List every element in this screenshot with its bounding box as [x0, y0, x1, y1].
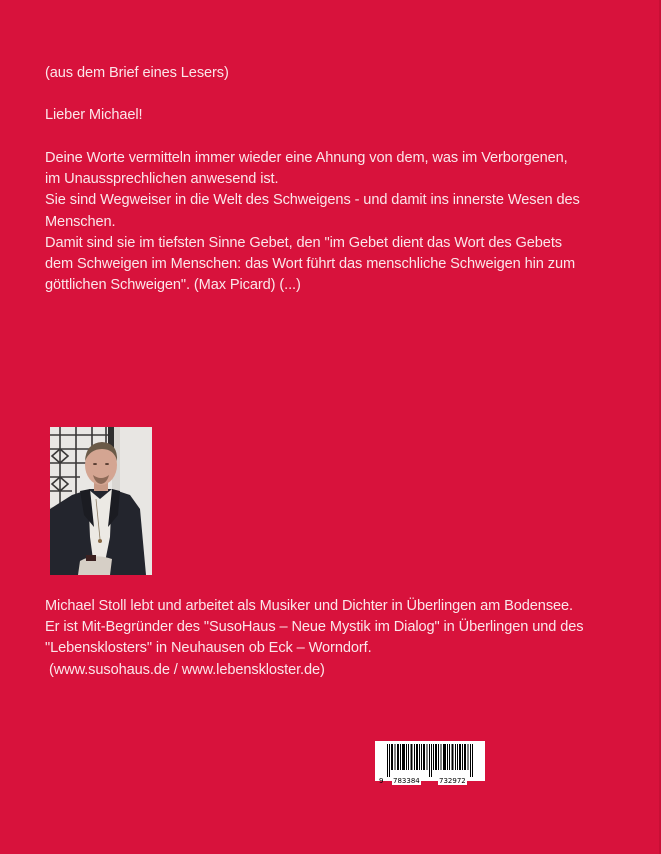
letter-line: im Unaussprechlichen anwesend ist. — [45, 171, 279, 188]
author-bio — [45, 596, 635, 681]
letter-line: göttlichen Schweigen". (Max Picard) (...) — [45, 277, 301, 294]
bio-line: Er ist Mit-Begründer des "SusoHaus – Neue Mystik im Dialog" in Überlingen und des — [45, 619, 584, 636]
letter-body — [45, 148, 635, 296]
barcode-first-digit: 9 — [379, 777, 384, 785]
bio-line: (www.susohaus.de / www.lebenskloster.de) — [45, 661, 325, 678]
letter-source-line — [45, 63, 635, 84]
source-line-text: (aus dem Brief eines Lesers) — [45, 65, 229, 81]
isbn-barcode — [375, 741, 485, 785]
letter-line: dem Schweigen im Menschen: das Wort führt das menschliche Schweigen hin zum — [45, 256, 576, 273]
author-portrait-image — [50, 427, 152, 575]
bio-line: Michael Stoll lebt und arbeitet als Musiker und Dichter in Überlingen am Bodensee. — [45, 598, 573, 614]
letter-line: Deine Worte vermitteln immer wieder eine Ahnung von dem, was im Verborgenen, — [45, 150, 568, 166]
letter-line: Menschen. — [45, 213, 116, 230]
salutation-text: Lieber Michael! — [45, 107, 143, 123]
barcode-right-group: 732972 — [439, 777, 466, 785]
letter-salutation — [45, 105, 635, 126]
bio-line: "Lebensklosters" in Neuhausen ob Eck – Worndorf. — [45, 640, 372, 657]
barcode-left-group: 783384 — [393, 777, 420, 785]
letter-line: Sie sind Wegweiser in die Welt des Schweigens - und damit ins innerste Wesen des — [45, 192, 580, 209]
letter-line: Damit sind sie im tiefsten Sinne Gebet, den "im Gebet dient das Wort des Gebets — [45, 234, 562, 251]
author-photo — [50, 427, 152, 575]
barcode-bars-icon — [375, 741, 485, 781]
